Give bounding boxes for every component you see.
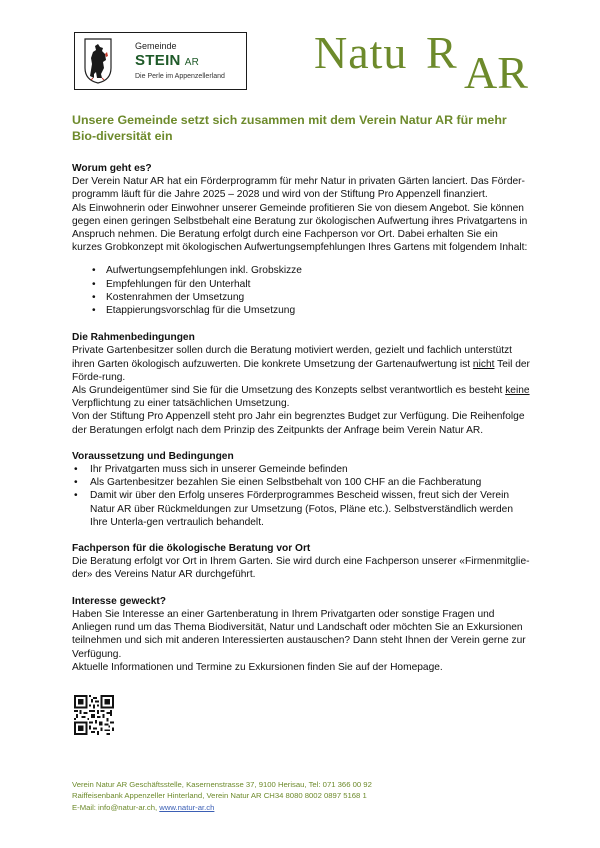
section-worum-text-1: Der Verein Natur AR hat ein Förderprogramm für mehr Natur in privaten Gärten lanciert. Das Förder-programm läuft für die Jahre 2025 – 2028 und wird von der Stiftung Pro Appenzell finanziert. xyxy=(72,176,525,201)
brand-natu-text: Natu xyxy=(314,27,408,78)
brand-r-text: R xyxy=(426,27,457,78)
section-worum-text-2: Als Einwohnerin oder Einwohner unserer Gemeinde profitieren Sie von diesem Angebot. Sie können gegen einen geringen Selbstbehalt eine Beratung zur ökologischen Aufwertung ihres Privatgartens in Anspruch nehmen. Die Beratung erfolgt durch eine Fachperson vor Ort. Dabei erhalten Sie ein kurzes Grobkonzept mit ökologischen Aufwertungsempfehlungen Ihres Gartens mit folgendem Inhalt: xyxy=(72,202,528,254)
section-interesse-text-2: Aktuelle Informationen und Termine zu Exkursionen finden Sie auf der Homepage. xyxy=(72,661,443,673)
underlined-keine: keine xyxy=(505,385,530,397)
footer-address: Verein Natur AR Geschäftsstelle, Kasernenstrasse 37, 9100 Herisau, Tel: 071 366 00 92 xyxy=(72,780,372,789)
text-span: Als Grundeigentümer sind Sie für die Umsetzung des Konzepts selbst verantwortlich es besteht xyxy=(72,385,506,397)
list-item: • Etappierungsvorschlag für die Umsetzung xyxy=(106,304,530,317)
section-worum-heading: Worum geht es? xyxy=(72,163,152,174)
brand-ar-text: AR xyxy=(464,47,528,98)
section-rahmen-heading: Die Rahmenbedingungen xyxy=(72,332,195,344)
list-item: • Als Gartenbesitzer bezahlen Sie einen Selbstbehalt von 100 CHF an die Fachberatung xyxy=(90,476,530,489)
logo-ar-suffix: AR xyxy=(184,57,200,68)
underlined-nicht: nicht xyxy=(472,358,495,370)
text-span: Private Gartenbesitzer sollen durch die Beratung motiviert werden, gezielt und fachlich unterstützt ihren Garten ökologisch aufzuwerten. Die konkrete Umsetzung der Gartenaufwertung ist xyxy=(72,345,512,370)
text-span: Verpflichtung zu einer tatsächlichen Umsetzung. xyxy=(72,398,290,410)
list-item: • Damit wir über den Erfolg unseres Förderprogrammes Bescheid wissen, freut sich der Verein Natur AR über Rückmeldungen zur Umsetzung (Fotos, Pläne etc.). Selbstverständlich werden Ihre Unterla-gen vertraulich behandelt. xyxy=(90,489,530,529)
section-fachperson-text: Die Beratung erfolgt vor Ort in Ihrem Garten. Sie wird durch eine Fachperson unserer «Firmenmitglie-der» des Vereins Natur AR durchgeführt. xyxy=(72,556,530,581)
list-item: • Empfehlungen für den Unterhalt xyxy=(106,278,530,291)
section-rahmen-text-1 xyxy=(72,344,530,384)
logo-stein-label xyxy=(135,52,199,69)
logo-stein-text: STEIN xyxy=(135,52,181,69)
conditions-list xyxy=(72,463,530,529)
document-title: Unsere Gemeinde setzt sich zusammen mit dem Verein Natur AR für mehr Bio-diversität ein xyxy=(72,113,507,143)
gemeinde-stein-logo xyxy=(74,32,247,90)
document-body xyxy=(72,112,530,687)
footer-email: E-Mail: info@natur-ar.ch, xyxy=(72,802,160,812)
natur-ar-brand-logo xyxy=(314,22,554,98)
list-item: • Ihr Privatgarten muss sich in unserer Gemeinde befinden xyxy=(90,463,530,476)
logo-tagline: Die Perle im Appenzellerland xyxy=(135,73,225,80)
footer-bank: Raiffeisenbank Appenzeller Hinterland, Verein Natur AR CH34 8080 8002 0897 5168 1 xyxy=(72,791,367,801)
list-item: • Kostenrahmen der Umsetzung xyxy=(106,291,530,304)
section-interesse-heading: Interesse geweckt? xyxy=(72,595,166,607)
section-interesse-text-1: Haben Sie Interesse an einer Gartenberatung in Ihrem Privatgarten oder sonstige Fragen und Anliegen rund um das Thema Biodiversität, Natur und Landschaft oder möchten Sie an Exkursionen teilnehmen und sich mit anderen Interessierten austauschen? Dann steht Ihnen der Verein gerne zur Verfügung. xyxy=(72,608,526,660)
bear-shield-icon xyxy=(84,38,112,84)
website-link[interactable]: www.natur-ar.ch xyxy=(159,802,215,812)
section-rahmen-text-3: Von der Stiftung Pro Appenzell steht pro Jahr ein begrenztes Budget zur Verfügung. Die Reihenfolge der Beratungen erfolgt nach dem Prinzip des Zeitpunkts der Anfrage beim Verein Natur AR. xyxy=(72,411,525,436)
content-list xyxy=(72,264,530,317)
list-item: • Aufwertungsempfehlungen inkl. Grobskizze xyxy=(106,264,530,277)
section-voraussetzung-heading: Voraussetzung und Bedingungen xyxy=(72,450,234,462)
logo-gemeinde-label: Gemeinde xyxy=(135,41,177,51)
text-span: Teil der Förde-rung. xyxy=(72,358,530,383)
qr-code-icon[interactable] xyxy=(74,695,114,735)
document-footer xyxy=(72,779,542,813)
section-rahmen-text-2 xyxy=(72,384,530,410)
section-fachperson-heading: Fachperson für die ökologische Beratung vor Ort xyxy=(72,543,311,555)
footer-contact xyxy=(72,802,542,813)
